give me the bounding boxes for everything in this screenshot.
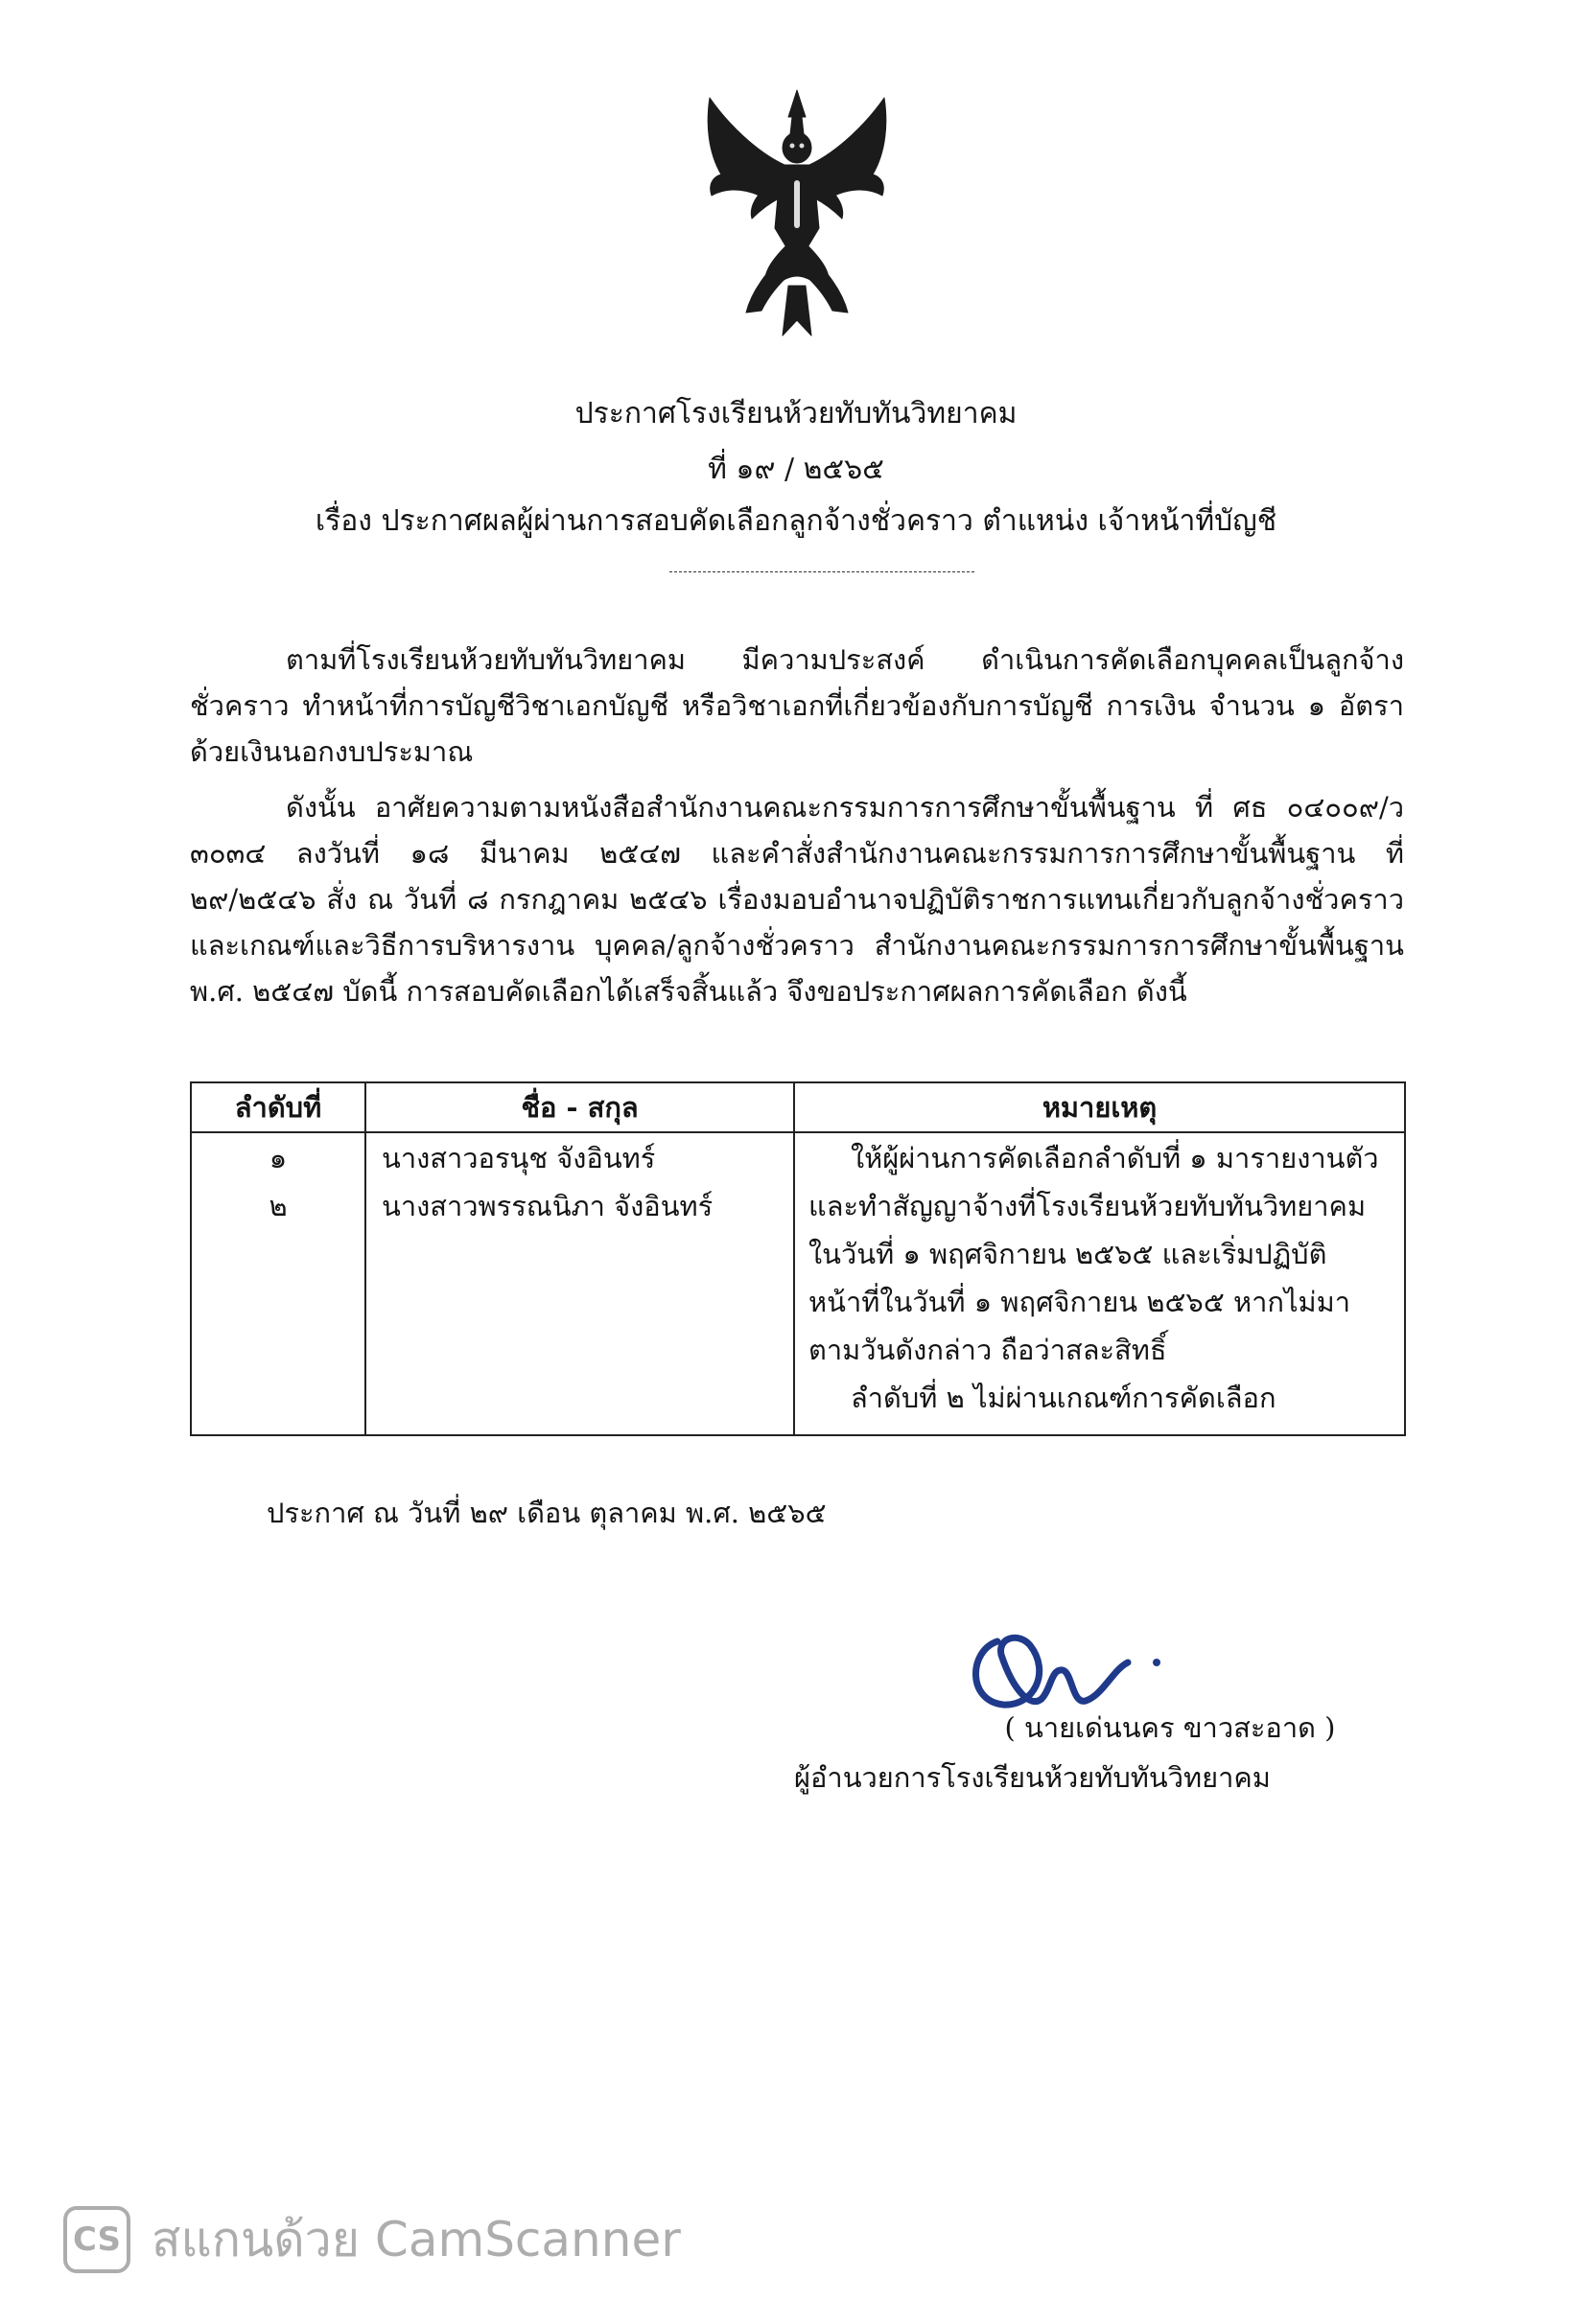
- announcement-number: ที่ ๑๙ / ๒๕๖๕: [708, 453, 884, 486]
- body-paragraph-1: [190, 637, 1404, 775]
- results-table: [190, 1081, 1406, 1436]
- garuda-emblem-icon: [689, 84, 905, 343]
- row-name: นางสาวพรรณนิภา จังอินทร์: [382, 1190, 714, 1222]
- camscanner-watermark: [63, 2203, 681, 2276]
- remark-line: และทำสัญญาจ้างที่โรงเรียนห้วยทับทันวิทยาคม: [808, 1190, 1367, 1222]
- header-no: ลำดับที่: [191, 1082, 365, 1132]
- row-names-cell: [365, 1132, 794, 1435]
- signer-name: ( นายเด่นนคร ขาวสะอาด ): [1004, 1711, 1336, 1744]
- body-paragraph-2: [190, 784, 1404, 1014]
- announcement-date: ประกาศ ณ วันที่ ๒๙ เดือน ตุลาคม พ.ศ. ๒๕๖๕: [267, 1497, 827, 1529]
- signer-position: ผู้อำนวยการโรงเรียนห้วยทับทันวิทยาคม: [794, 1761, 1271, 1794]
- header-name: ชื่อ - สกุล: [365, 1082, 794, 1132]
- row-no: ๒: [269, 1190, 288, 1222]
- paragraph-text: ดังนั้น อาศัยความตามหนังสือสำนักงานคณะกรรมการการศึกษาขั้นพื้นฐาน ที่ ศธ ๐๔๐๐๙/ว ๓๐๓๔ ลงวันที่ ๑๘ มีนาคม ๒๕๔๗ และคำสั่งสำนักงานคณะกรรมการการศึกษาขั้นพื้นฐาน ที่ ๒๙/๒๕๔๖ สั่ง ณ วันที่ ๘ กรกฎาคม ๒๕๔๖ เรื่องมอบอำนาจปฏิบัติราชการแทนเกี่ยวกับลูกจ้างชั่วคราว และเกณฑ์และวิธีการบริหารงาน บุคคล/ลูกจ้างชั่วคราว สำนักงานคณะกรรมการการศึกษาขั้นพื้นฐาน พ.ศ. ๒๕๔๗ บัดนี้ การสอบคัดเลือกได้เสร็จสิ้นแล้ว จึงขอประกาศผลการคัดเลือก ดังนี้: [190, 791, 1404, 1008]
- row-numbers-cell: [191, 1132, 365, 1435]
- table-row: [191, 1132, 1405, 1435]
- remark-line: หน้าที่ในวันที่ ๑ พฤศจิกายน ๒๕๖๕ หากไม่มา: [808, 1286, 1351, 1318]
- signature-icon: [959, 1613, 1170, 1718]
- remark-line: ลำดับที่ ๒ ไม่ผ่านเกณฑ์การคัดเลือก: [851, 1382, 1276, 1414]
- watermark-text: สแกนด้วย CamScanner: [152, 2211, 681, 2267]
- row-no: ๑: [269, 1142, 288, 1174]
- remark-line: ตามวันดังกล่าว ถือว่าสละสิทธิ์: [808, 1334, 1167, 1366]
- announcement-subject: เรื่อง ประกาศผลผู้ผ่านการสอบคัดเลือกลูกจ้างชั่วคราว ตำแหน่ง เจ้าหน้าที่บัญชี: [315, 504, 1277, 538]
- remark-line: ในวันที่ ๑ พฤศจิกายน ๒๕๖๕ และเริ่มปฏิบัติ: [808, 1238, 1327, 1270]
- remark-cell: [794, 1132, 1405, 1435]
- row-name: นางสาวอรนุช จังอินทร์: [382, 1142, 656, 1174]
- remark-line: ให้ผู้ผ่านการคัดเลือกลำดับที่ ๑ มารายงานตัว: [851, 1142, 1379, 1174]
- title-divider: [669, 571, 974, 572]
- header-note: หมายเหตุ: [794, 1082, 1405, 1132]
- paragraph-text: ตามที่โรงเรียนห้วยทับทันวิทยาคม มีความประสงค์ ดำเนินการคัดเลือกบุคคลเป็นลูกจ้างชั่วคราว ทำหน้าที่การบัญชีวิชาเอกบัญชี หรือวิชาเอกที่เกี่ยวข้องกับการบัญชี การเงิน จำนวน ๑ อัตรา ด้วยเงินนอกงบประมาณ: [190, 643, 1404, 768]
- announcement-title: ประกาศโรงเรียนห้วยทับทันวิทยาคม: [574, 397, 1018, 430]
- table-header-row: [191, 1082, 1405, 1132]
- camscanner-logo-icon: CS: [63, 2206, 130, 2273]
